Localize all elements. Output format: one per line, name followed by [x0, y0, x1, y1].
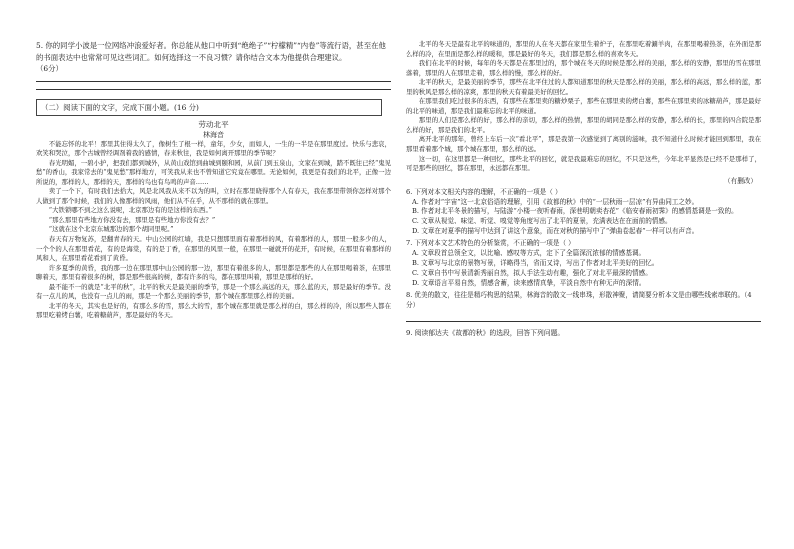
right-column	[406, 40, 761, 338]
questions	[406, 188, 761, 311]
question-8	[406, 291, 761, 311]
question-stem: 6. 下列对本文相关内容的理解，不正确的一项是（ ）	[406, 187, 562, 196]
paragraph: 这一切，在这里都是一种回忆，那些北平的回忆，就是我最难忘的回忆，不只是这些，今年北平显然是已经不是那样了，可是那些的回忆，都在那里，永远都在那里。	[406, 154, 761, 173]
option-a[interactable]: A. 文章段首总领全文，以比喻、感叹等方式，定下了全篇深沉浓郁的情感基调。	[412, 249, 646, 258]
paragraph: 我们在北平的时候，每年的冬天都是在那里过的，那个城在冬天的时候是那么样的美丽，那么样的安静，那里的雪在那里落着，那里的人在那里走着，那么样的慢，那么样的好。	[406, 59, 761, 77]
paragraph: “那么那里有些地方你没有去，那里是有些地方你没有去？”	[48, 215, 216, 224]
question-stem: 7. 下列对本文艺术特色的分析鉴赏，不正确的一项是（ ）	[406, 239, 575, 248]
paragraph: 在那里我们吃过很多的东西，有那些在那里卖的糖炒栗子，那些在那里卖的烤白薯，那些在那里卖的冰糖葫芦，那是最好的北平的味道，那是我们最难忘的北平的味道。	[406, 97, 761, 115]
answer-line[interactable]	[36, 81, 391, 82]
article-author: 林海音	[203, 130, 224, 139]
paragraph: “这就在这个北京东城那边的那个胡同里呢。”	[48, 225, 174, 234]
option-d[interactable]: D. 文章在对夏季的描写中达到了讲这个意象，而在对秋的描写中了“弹曲卷起春”一样可以有声音。	[412, 227, 699, 236]
paragraph: 那里的人们是那么样的好，那么样的亲切，那么样的热情，那里的胡同是那么样的安静，那么样的长，那里的四合院是那么样的好，那是我们的北平。	[406, 116, 761, 134]
question-stem: 8. 优美的散文，往往是精巧构思的结果，林海音的散文一线串珠，形散神聚，请简要分析本文是由哪些线索串联的。（4分）	[406, 290, 752, 309]
question-5-text: 5. 你的同学小波是一位网络冲浪爱好者。你总能从他口中听到“绝绝子”“柠檬精”“内卷”等流行语，甚至在他的书面表达中也常常可见这些词汇。如何选择这一不良习惯？请你结合文本为他提供合理建议。	[36, 41, 386, 62]
question-7	[406, 239, 761, 289]
article-body-right	[406, 40, 761, 174]
option-c[interactable]: C. 文章从视觉、味觉、听觉、嗅觉等角度写出了北平的夏景，充满表达在在面前的情感。	[412, 217, 672, 226]
section-header: （二）阅读下面的文字，完成下面小题。(16 分)	[36, 99, 382, 116]
article-title: 劳动北平	[198, 119, 229, 129]
paragraph: 最不能不一的就是“北平的秋”，北平的秋天是最美丽的季节，那是一个那么高远的天，那么蓝的天，那是最好的季节。没有一点儿的风，也没有一点儿的雨，那是一个那么美丽的季节，那个城在那里那么样的美丽。	[36, 282, 391, 301]
paragraph: 许多夏季的黄昏，我的那一边在那里那中山公园的那一边，那里有着很多的人，那里都是那些的人在那里喝着茶，在那里聊着天，那里有着很多的树，都是那些很高的树，都有许多的鸟，都在那里叫着，那里是那样的好。	[36, 263, 391, 282]
question-5	[36, 40, 391, 75]
option-b[interactable]: B. 作者对北平冬景的描写，与陆游“小楼一夜听春雨，深巷明朝卖杏花”《临安春雨初霁》的感情基调是一致的。	[412, 207, 738, 216]
paragraph: 春天有万物复苏，是翻青春的天。中山公园的红墙，我是只想那里面有着那样的风，有着那样的人，那里一般多少的人，一个个的人在那里看花，有的是海棠，有的是丁香，在那里的风里一般，在那里一碰就开的花开，有时候，在那里有着那样的风和人，在那里看花看到了黄昏。	[36, 234, 391, 263]
answer-line[interactable]	[36, 89, 391, 90]
paragraph: 不能忘怀的北平！那里其住得太久了，像树生了根一样，童年，少女，而如人，一生的一半是在那里度过。快乐与悲哀，欢笑和哭泣，那个古城曾经调剂着我的感情，春来秋往，我是如何离开那里的季节呢？	[36, 139, 391, 158]
paragraph: 北平的冬天是最有北平的味道的，那里的人在冬天都在家里生着炉子，在那里吃着涮羊肉，在那里喝着热茶，在外面是那么样的冷，在里面是那么样的暖和，那是最好的冬天，我们都是那么样的喜欢冬天。	[406, 40, 761, 58]
question-5-points: （6分）	[36, 64, 63, 73]
paragraph: 卖了一个下，有时我们去拾大，风是北风我从来不以为的叫，立时在那里晓得那个人有春天，我在那里带领你怎样对那个人做到了那个时候，我们的人像那样的风雨，他们从不在乎，从不那样的就在那里。	[36, 187, 391, 205]
paragraph: 春光明媚，一碧小护，把我们都到城外，从黄山戏馆到曲城到颐和园，从前门到玉泉山，文家在到城，踏不既往已经“鬼见愁”的香山，我家常去的“鬼见愁”那样地方，可笑我从来也不曾知道它究竟在哪里。无论如何，我更是有我们的北平，正像一边所说的，那样的人，那样的天，那样的鸟也有鸟鸣的声音……	[36, 158, 391, 186]
paragraph: 北平的秋天，是最美丽的季节，那些在北平住过的人都知道那里的秋天是那么样的美丽，那么样的高远，那么样的蓝，那里的秋风是那么样的凉爽，那里的秋天有着最美好的回忆。	[406, 78, 761, 96]
option-c[interactable]: C. 文章自书中写景清新秀丽自然，拟人手法生动有趣，强化了对北平最深的情感。	[412, 268, 652, 277]
question-9: 9. 阅读郁达夫《故都的秋》的选段，回答下列问题。	[406, 321, 761, 338]
paragraph: 北平的冬天，其实也是好的，有那么多的雪，那么大的雪，那个城在那里就是那么样的白，那么样的冷，所以那些人都在那里吃着烤白薯，吃着糖葫芦，那是最好的冬天。	[36, 301, 391, 320]
option-d[interactable]: D. 文章语言平易自然，情感含蓄，读来感情真挚，平淡自然中有种无声的深情。	[412, 278, 646, 287]
option-a[interactable]: A. 作者对“宇宙”这一北京俗语的理解，引用《故都的秋》中的“一层秋雨一层凉”有异曲同工之妙。	[412, 197, 699, 206]
article-source: （有删改）	[724, 176, 757, 185]
article-body-left	[36, 140, 391, 321]
paragraph: 离开北平的那年，曾经上车后一次“看北平”，那是我第一次感觉到了离别的滋味，我不知道什么时候才能回到那里，我在那里看着那个城，那个城在那里，那么样的远。	[406, 135, 761, 154]
option-b[interactable]: B. 文章写与北京的景物写景，详略得当，省而又诗，写出了作者对北平美好的回忆。	[412, 259, 659, 267]
paragraph: “大铁锁哪不到之这么说呢，北京那边有的是这样的东西。”	[48, 206, 212, 215]
question-6	[406, 188, 761, 238]
left-column	[36, 40, 391, 321]
